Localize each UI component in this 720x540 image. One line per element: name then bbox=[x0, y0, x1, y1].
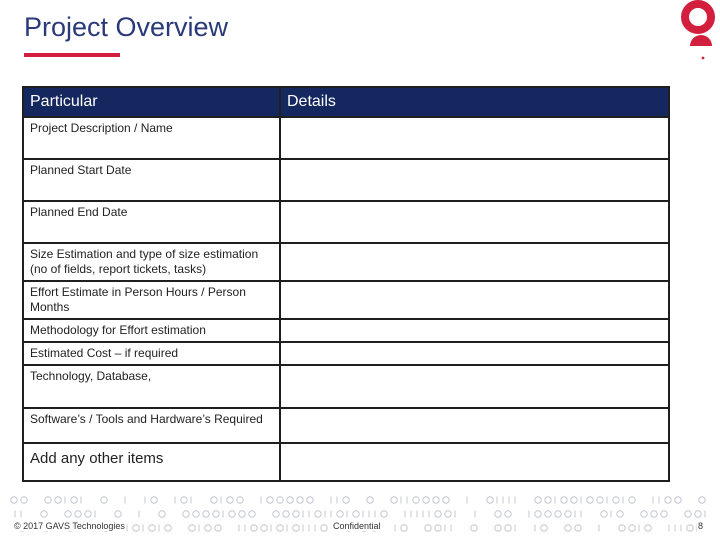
pattern-zero-glyph bbox=[181, 497, 187, 503]
details-cell[interactable] bbox=[280, 243, 669, 281]
pattern-zero-glyph bbox=[487, 497, 493, 503]
pattern-zero-glyph bbox=[575, 525, 581, 531]
pattern-zero-glyph bbox=[435, 511, 441, 517]
pattern-zero-glyph bbox=[565, 525, 571, 531]
pattern-zero-glyph bbox=[55, 497, 61, 503]
pattern-zero-glyph bbox=[587, 497, 593, 503]
table-row bbox=[23, 319, 669, 342]
pattern-zero-glyph bbox=[315, 511, 321, 517]
pattern-zero-glyph bbox=[641, 511, 647, 517]
particular-cell: Technology, Database, bbox=[23, 365, 280, 408]
pattern-zero-glyph bbox=[353, 511, 359, 517]
pattern-zero-glyph bbox=[545, 497, 551, 503]
particular-cell: Effort Estimate in Person Hours / Person Months bbox=[23, 281, 280, 319]
table-row bbox=[23, 365, 669, 408]
pattern-zero-glyph bbox=[433, 497, 439, 503]
pattern-zero-glyph bbox=[193, 511, 199, 517]
pattern-zero-glyph bbox=[65, 511, 71, 517]
pattern-zero-glyph bbox=[423, 497, 429, 503]
pattern-zero-glyph bbox=[215, 525, 221, 531]
table-row bbox=[23, 443, 669, 481]
pattern-zero-glyph bbox=[555, 511, 561, 517]
pattern-zero-glyph bbox=[471, 525, 477, 531]
red-circle-logo-icon bbox=[672, 0, 720, 62]
pattern-zero-glyph bbox=[495, 511, 501, 517]
details-cell[interactable] bbox=[280, 281, 669, 319]
pattern-zero-glyph bbox=[619, 525, 625, 531]
pattern-zero-glyph bbox=[21, 497, 27, 503]
pattern-zero-glyph bbox=[651, 511, 657, 517]
pattern-zero-glyph bbox=[183, 511, 189, 517]
pattern-zero-glyph bbox=[629, 497, 635, 503]
pattern-zero-glyph bbox=[535, 511, 541, 517]
pattern-zero-glyph bbox=[151, 497, 157, 503]
details-cell[interactable] bbox=[280, 365, 669, 408]
pattern-zero-glyph bbox=[165, 525, 171, 531]
pattern-zero-glyph bbox=[239, 511, 245, 517]
pattern-zero-glyph bbox=[495, 525, 501, 531]
pattern-zero-glyph bbox=[629, 525, 635, 531]
column-header-details: Details bbox=[280, 87, 669, 117]
pattern-zero-glyph bbox=[699, 497, 705, 503]
pattern-zero-glyph bbox=[293, 525, 299, 531]
page-title: Project Overview bbox=[24, 12, 229, 42]
pattern-zero-glyph bbox=[561, 497, 567, 503]
pattern-zero-glyph bbox=[661, 511, 667, 517]
details-cell[interactable] bbox=[280, 408, 669, 443]
pattern-zero-glyph bbox=[277, 525, 283, 531]
pattern-zero-glyph bbox=[293, 511, 299, 517]
pattern-zero-glyph bbox=[273, 511, 279, 517]
pattern-zero-glyph bbox=[617, 511, 623, 517]
pattern-zero-glyph bbox=[277, 497, 283, 503]
particular-cell: Estimated Cost – if required bbox=[23, 342, 280, 365]
particular-cell: Software’s / Tools and Hardware’s Required bbox=[23, 408, 280, 443]
pattern-zero-glyph bbox=[321, 525, 327, 531]
page-number: 8 bbox=[698, 521, 704, 531]
table-row bbox=[23, 243, 669, 281]
project-overview-table bbox=[22, 86, 670, 482]
pattern-zero-glyph bbox=[159, 511, 165, 517]
pattern-zero-glyph bbox=[401, 525, 407, 531]
details-cell[interactable] bbox=[280, 342, 669, 365]
pattern-zero-glyph bbox=[435, 525, 441, 531]
pattern-zero-glyph bbox=[189, 525, 195, 531]
pattern-zero-glyph bbox=[675, 497, 681, 503]
table-row bbox=[23, 281, 669, 319]
pattern-zero-glyph bbox=[287, 497, 293, 503]
pattern-zero-glyph bbox=[391, 497, 397, 503]
details-cell[interactable] bbox=[280, 117, 669, 159]
pattern-zero-glyph bbox=[261, 525, 267, 531]
pattern-zero-glyph bbox=[229, 511, 235, 517]
pattern-zero-glyph bbox=[545, 511, 551, 517]
pattern-zero-glyph bbox=[601, 511, 607, 517]
title-underline bbox=[24, 53, 120, 57]
particular-cell: Methodology for Effort estimation bbox=[23, 319, 280, 342]
pattern-zero-glyph bbox=[505, 511, 511, 517]
pattern-zero-glyph bbox=[565, 511, 571, 517]
pattern-zero-glyph bbox=[425, 525, 431, 531]
pattern-zero-glyph bbox=[367, 497, 373, 503]
pattern-zero-glyph bbox=[307, 497, 313, 503]
particular-cell: Planned End Date bbox=[23, 201, 280, 243]
pattern-zero-glyph bbox=[381, 511, 387, 517]
table-row bbox=[23, 408, 669, 443]
pattern-zero-glyph bbox=[251, 525, 257, 531]
pattern-zero-glyph bbox=[695, 511, 701, 517]
pattern-zero-glyph bbox=[45, 497, 51, 503]
pattern-zero-glyph bbox=[505, 525, 511, 531]
table-row bbox=[23, 342, 669, 365]
pattern-zero-glyph bbox=[571, 497, 577, 503]
pattern-zero-glyph bbox=[41, 511, 47, 517]
confidential-label: Confidential bbox=[333, 521, 381, 531]
pattern-zero-glyph bbox=[11, 497, 17, 503]
pattern-zero-glyph bbox=[541, 525, 547, 531]
pattern-zero-glyph bbox=[343, 497, 349, 503]
pattern-zero-glyph bbox=[597, 497, 603, 503]
pattern-zero-glyph bbox=[283, 511, 289, 517]
details-cell[interactable] bbox=[280, 443, 669, 481]
binary-pattern-decoration bbox=[0, 494, 720, 540]
pattern-zero-glyph bbox=[443, 497, 449, 503]
pattern-zero-glyph bbox=[613, 497, 619, 503]
table-header-row bbox=[23, 87, 669, 117]
details-cell[interactable] bbox=[280, 319, 669, 342]
details-cell[interactable] bbox=[280, 201, 669, 243]
pattern-zero-glyph bbox=[75, 511, 81, 517]
particular-cell: Planned Start Date bbox=[23, 159, 280, 201]
pattern-zero-glyph bbox=[203, 511, 209, 517]
particular-cell: Add any other items bbox=[23, 443, 280, 481]
pattern-zero-glyph bbox=[413, 497, 419, 503]
pattern-zero-glyph bbox=[687, 525, 693, 531]
pattern-zero-glyph bbox=[237, 497, 243, 503]
pattern-zero-glyph bbox=[101, 497, 107, 503]
particular-cell: Project Description / Name bbox=[23, 117, 280, 159]
pattern-zero-glyph bbox=[535, 497, 541, 503]
table-row bbox=[23, 201, 669, 243]
table-row bbox=[23, 117, 669, 159]
pattern-zero-glyph bbox=[685, 511, 691, 517]
pattern-zero-glyph bbox=[71, 497, 77, 503]
details-cell[interactable] bbox=[280, 159, 669, 201]
pattern-zero-glyph bbox=[227, 497, 233, 503]
table-row bbox=[23, 159, 669, 201]
pattern-zero-glyph bbox=[297, 497, 303, 503]
pattern-zero-glyph bbox=[337, 511, 343, 517]
pattern-zero-glyph bbox=[85, 511, 91, 517]
copyright-text: © 2017 GAVS Technologies bbox=[14, 521, 125, 531]
pattern-zero-glyph bbox=[665, 497, 671, 503]
pattern-zero-glyph bbox=[133, 525, 139, 531]
pattern-zero-glyph bbox=[645, 525, 651, 531]
pattern-zero-glyph bbox=[205, 525, 211, 531]
particular-cell: Size Estimation and type of size estimation (no of fields, report tickets, tasks) bbox=[23, 243, 280, 281]
pattern-zero-glyph bbox=[115, 511, 121, 517]
pattern-zero-glyph bbox=[149, 525, 155, 531]
column-header-particular: Particular bbox=[23, 87, 280, 117]
pattern-zero-glyph bbox=[267, 497, 273, 503]
pattern-zero-glyph bbox=[249, 511, 255, 517]
pattern-zero-glyph bbox=[445, 511, 451, 517]
pattern-zero-glyph bbox=[211, 497, 217, 503]
pattern-zero-glyph bbox=[213, 511, 219, 517]
